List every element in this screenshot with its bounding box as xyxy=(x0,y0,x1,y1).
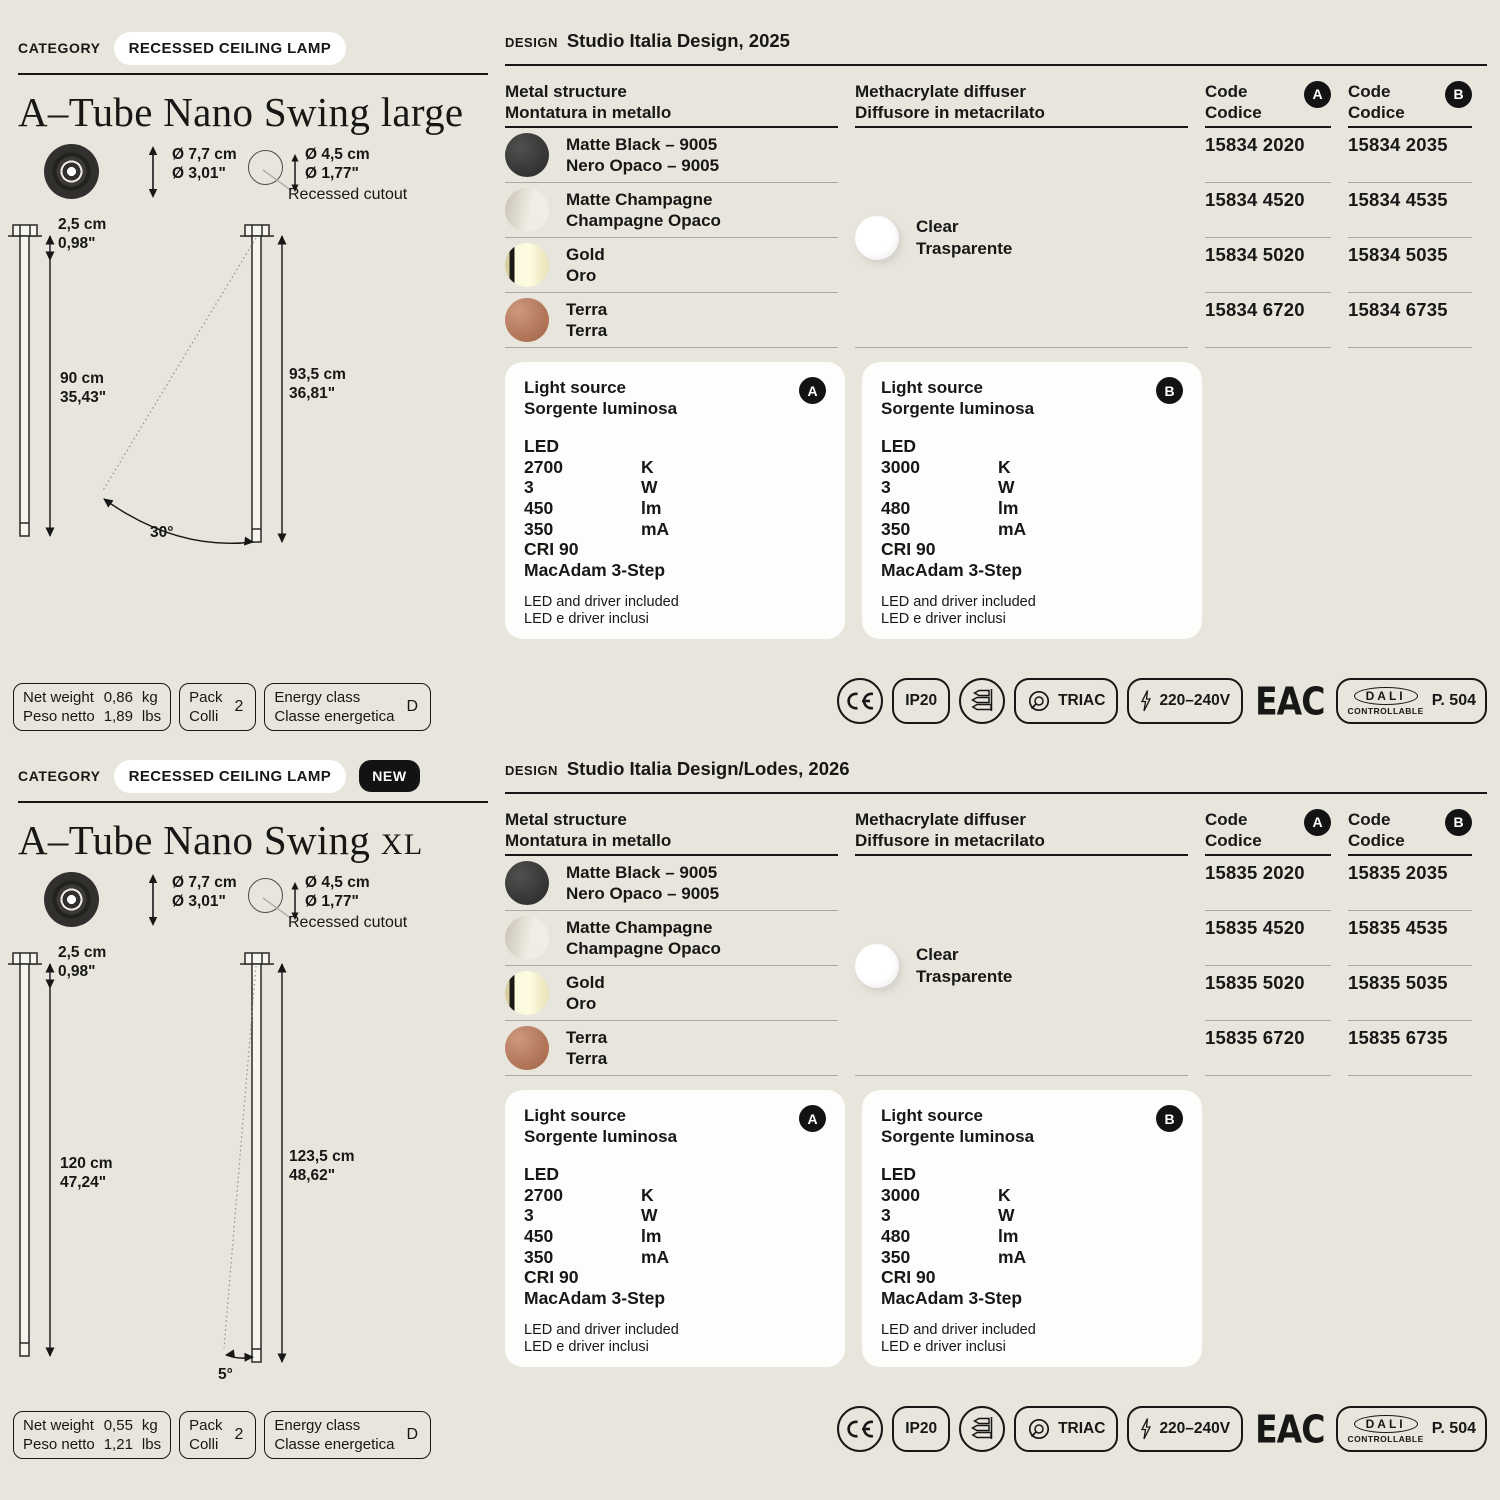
product-title xyxy=(18,816,488,864)
led-spec-row: 2700 K xyxy=(524,456,654,477)
design-label: DESIGN xyxy=(505,35,558,50)
light-source-box-b xyxy=(862,362,1202,639)
light-source-header xyxy=(524,1105,826,1147)
finishes-header: Metal structure Montatura in metallo xyxy=(505,66,838,128)
recessed-cutout-label: Recessed cutout xyxy=(288,914,408,931)
code-value: 15835 2035 xyxy=(1348,856,1472,911)
net-weight-labels: Net weight Peso netto xyxy=(23,689,95,726)
product-data-column xyxy=(505,758,1487,1452)
height-b-label: 123,5 cm 48,62" xyxy=(289,1148,355,1184)
light-source-notes: LED and driver included LED e driver inclusi xyxy=(524,593,679,628)
net-weight-units: kg lbs xyxy=(141,689,162,726)
energy-class-labels: Energy class Classe energetica xyxy=(274,689,395,726)
pack-labels: Pack Colli xyxy=(189,1417,223,1454)
code-value: 15834 2020 xyxy=(1205,128,1331,183)
canopy-height-label: 2,5 cm 0,98" xyxy=(58,216,107,252)
voltage-badge: 220–240V xyxy=(1127,1406,1243,1452)
code-value: 15835 2020 xyxy=(1205,856,1331,911)
finish-swatch-terra xyxy=(505,1026,549,1070)
vertical-arrow-icon xyxy=(146,874,160,926)
voltage-badge: 220–240V xyxy=(1127,678,1243,724)
code-badge-b: B xyxy=(1445,809,1472,836)
finish-row xyxy=(505,911,838,966)
spec-boxes-row xyxy=(13,683,431,731)
dali-wordmark: DALI xyxy=(1354,1415,1418,1433)
dali-logo xyxy=(1347,1415,1423,1444)
product-section xyxy=(0,728,1500,1500)
diffuser-header: Methacrylate diffuser Diffusore in metacrilato xyxy=(855,794,1188,856)
code-column-b xyxy=(1348,794,1472,1076)
code-value: 15835 5020 xyxy=(1205,966,1331,1021)
dimmer-dial-icon xyxy=(1027,689,1051,713)
energy-class-box xyxy=(264,1411,431,1459)
code-header-labels: Code Codice xyxy=(1205,82,1262,123)
eac-mark: EAC xyxy=(1255,1406,1325,1452)
ip-rating-badge: IP20 xyxy=(892,1406,950,1452)
triac-dimmer-badge: TRIAC xyxy=(1014,678,1118,724)
finish-swatch-gold xyxy=(505,243,549,287)
led-spec-row: 3 W xyxy=(881,1205,1015,1226)
light-source-badge-a: A xyxy=(799,377,826,404)
code-column-a xyxy=(1205,66,1331,348)
light-source-notes: LED and driver included LED e driver inclusi xyxy=(881,593,1036,628)
led-spec-row: 2700 K xyxy=(524,1184,654,1205)
code-column-b xyxy=(1348,66,1472,348)
led-spec-row: 3 W xyxy=(524,477,658,498)
light-source-title: Light source Sorgente luminosa xyxy=(881,378,1035,419)
energy-class-value: D xyxy=(406,697,419,715)
finish-name: Gold Oro xyxy=(566,972,605,1013)
height-a-label: 120 cm 47,24" xyxy=(60,1155,113,1191)
diffuser-row xyxy=(855,856,1188,1076)
code-header-a xyxy=(1205,794,1331,856)
light-source-row xyxy=(505,1090,1487,1367)
code-value: 15834 6720 xyxy=(1205,293,1331,348)
recessed-cutout-label: Recessed cutout xyxy=(288,186,408,203)
net-weight-labels: Net weight Peso netto xyxy=(23,1417,95,1454)
code-value: 15834 5020 xyxy=(1205,238,1331,293)
pack-labels: Pack Colli xyxy=(189,689,223,726)
category-label: CATEGORY xyxy=(18,768,101,784)
led-type: LED xyxy=(524,1164,559,1185)
code-header-labels: Code Codice xyxy=(1348,82,1405,123)
diffuser-swatch-clear xyxy=(855,216,899,260)
code-value: 15834 2035 xyxy=(1348,128,1472,183)
light-source-badge-b: B xyxy=(1156,1105,1183,1132)
finish-swatch-matte-champagne xyxy=(505,188,549,232)
code-header-a xyxy=(1205,66,1331,128)
code-header-labels: Code Codice xyxy=(1205,810,1262,851)
lightning-icon xyxy=(1140,1417,1152,1441)
diffuser-name: Clear Trasparente xyxy=(916,217,1013,258)
finish-swatch-matte-champagne xyxy=(505,916,549,960)
cri-value: CRI 90 xyxy=(881,539,936,560)
light-source-title: Light source Sorgente luminosa xyxy=(524,1106,678,1147)
diffuser-column xyxy=(855,794,1188,1076)
code-badge-a: A xyxy=(1304,809,1331,836)
finish-name: Gold Oro xyxy=(566,244,605,285)
lamp-top-view-icon xyxy=(44,144,99,199)
code-badge-a: A xyxy=(1304,81,1331,108)
product-overview-column xyxy=(18,758,488,864)
category-row xyxy=(18,30,488,66)
height-a-label: 90 cm 35,43" xyxy=(60,370,107,406)
product-title-suffix: XL xyxy=(380,828,424,861)
dali-wordmark: DALI xyxy=(1354,687,1418,705)
finish-row xyxy=(505,128,838,183)
design-value: Studio Italia Design, 2025 xyxy=(566,30,790,51)
code-header-b xyxy=(1348,794,1472,856)
macadam-value: MacAdam 3-Step xyxy=(881,560,1023,580)
product-title xyxy=(18,88,488,136)
category-row xyxy=(18,758,488,794)
height-b-label: 93,5 cm 36,81" xyxy=(289,366,346,402)
finish-name: Matte Champagne Champagne Opaco xyxy=(566,917,721,958)
section-divider xyxy=(18,801,488,803)
energy-class-labels: Energy class Classe energetica xyxy=(274,1417,395,1454)
led-type: LED xyxy=(524,436,559,457)
pack-box xyxy=(179,1411,256,1459)
cri-value: CRI 90 xyxy=(881,1267,936,1288)
product-section xyxy=(0,0,1500,728)
lightning-icon xyxy=(1140,689,1152,713)
ce-glyph xyxy=(845,691,875,711)
finish-row xyxy=(505,183,838,238)
light-source-notes: LED and driver included LED e driver inclusi xyxy=(524,1321,679,1356)
certifications-row xyxy=(837,1406,1487,1452)
product-overview-column xyxy=(18,30,488,136)
lamp-top-view-icon xyxy=(44,872,99,927)
light-source-header xyxy=(881,1105,1183,1147)
led-spec-row: 350 mA xyxy=(524,518,670,539)
light-source-notes: LED and driver included LED e driver inclusi xyxy=(881,1321,1036,1356)
energy-arrows-glyph xyxy=(970,688,994,714)
design-value: Studio Italia Design/Lodes, 2026 xyxy=(566,758,850,779)
eac-mark: EAC xyxy=(1255,678,1325,724)
finish-swatch-matte-black xyxy=(505,861,549,905)
light-source-header xyxy=(881,377,1183,419)
vertical-arrow-icon xyxy=(146,146,160,198)
code-value: 15835 5035 xyxy=(1348,966,1472,1021)
diffuser-column xyxy=(855,66,1188,348)
new-badge: NEW xyxy=(359,760,419,792)
diffuser-swatch-clear xyxy=(855,944,899,988)
led-spec-row: 450 lm xyxy=(524,498,662,519)
diffuser-name: Clear Trasparente xyxy=(916,945,1013,986)
finish-swatch-terra xyxy=(505,298,549,342)
net-weight-values: 0,86 1,89 xyxy=(103,689,133,726)
net-weight-box xyxy=(13,1411,171,1459)
pack-box xyxy=(179,683,256,731)
cri-value: CRI 90 xyxy=(524,539,579,560)
diffuser-header: Methacrylate diffuser Diffusore in metacrilato xyxy=(855,66,1188,128)
led-spec-row: 350 mA xyxy=(881,518,1027,539)
category-label: CATEGORY xyxy=(18,40,101,56)
product-title-suffix: large xyxy=(380,89,464,135)
diffuser-row xyxy=(855,128,1188,348)
led-spec-row: 3 W xyxy=(524,1205,658,1226)
net-weight-box xyxy=(13,683,171,731)
light-source-box-a xyxy=(505,1090,845,1367)
code-value: 15834 4520 xyxy=(1205,183,1331,238)
product-data-column xyxy=(505,30,1487,724)
dali-page-ref: P. 504 xyxy=(1431,692,1476,709)
variants-grid xyxy=(505,66,1487,348)
energy-class-value: D xyxy=(406,1425,419,1443)
light-source-box-a xyxy=(505,362,845,639)
section-divider xyxy=(18,73,488,75)
certifications-row xyxy=(837,678,1487,724)
code-value: 15834 5035 xyxy=(1348,238,1472,293)
energy-label-icon xyxy=(959,1406,1005,1452)
code-header-labels: Code Codice xyxy=(1348,810,1405,851)
light-source-header xyxy=(524,377,826,419)
finish-row xyxy=(505,238,838,293)
cutout-diameter-label: Ø 4,5 cm Ø 1,77" xyxy=(305,874,370,910)
finish-row xyxy=(505,293,838,348)
dali-badge xyxy=(1336,1406,1487,1452)
code-value: 15835 6735 xyxy=(1348,1021,1472,1076)
finish-name: Terra Terra xyxy=(566,299,608,340)
cutout-diameter-label: Ø 4,5 cm Ø 1,77" xyxy=(305,146,370,182)
canopy-height-label: 2,5 cm 0,98" xyxy=(58,944,107,980)
macadam-value: MacAdam 3-Step xyxy=(881,1288,1023,1308)
design-label: DESIGN xyxy=(505,763,558,778)
light-source-title: Light source Sorgente luminosa xyxy=(524,378,678,419)
spec-boxes-row xyxy=(13,1411,431,1459)
code-badge-b: B xyxy=(1445,81,1472,108)
light-source-box-b xyxy=(862,1090,1202,1367)
finish-row xyxy=(505,1021,838,1076)
design-row xyxy=(505,758,1487,794)
dimension-diagram xyxy=(0,140,490,740)
energy-label-icon xyxy=(959,678,1005,724)
net-weight-units: kg lbs xyxy=(141,1417,162,1454)
led-spec-row: 3000 K xyxy=(881,1184,1011,1205)
dali-controllable-label: CONTROLLABLE xyxy=(1347,1433,1424,1444)
swing-angle-label: 30° xyxy=(150,524,174,541)
dimension-diagram xyxy=(0,868,490,1468)
code-value: 15834 6735 xyxy=(1348,293,1472,348)
dali-badge xyxy=(1336,678,1487,724)
finish-swatch-gold xyxy=(505,971,549,1015)
light-source-title: Light source Sorgente luminosa xyxy=(881,1106,1035,1147)
swing-angle-label: 5° xyxy=(218,1366,233,1383)
led-spec-row: 350 mA xyxy=(524,1246,670,1267)
code-header-b xyxy=(1348,66,1472,128)
led-spec-row: 480 lm xyxy=(881,498,1019,519)
finishes-column xyxy=(505,794,838,1076)
pack-value: 2 xyxy=(234,697,244,715)
product-title-text: A–Tube Nano Swing xyxy=(18,89,371,135)
light-source-badge-a: A xyxy=(799,1105,826,1132)
code-value: 15835 6720 xyxy=(1205,1021,1331,1076)
finish-row xyxy=(505,966,838,1021)
ce-glyph xyxy=(845,1419,875,1439)
category-badge: RECESSED CEILING LAMP xyxy=(114,760,347,793)
fixture-diameter-label: Ø 7,7 cm Ø 3,01" xyxy=(172,874,237,910)
finish-name: Matte Black – 9005 Nero Opaco – 9005 xyxy=(566,134,720,175)
pack-value: 2 xyxy=(234,1425,244,1443)
light-source-badge-b: B xyxy=(1156,377,1183,404)
code-column-a xyxy=(1205,794,1331,1076)
net-weight-values: 0,55 1,21 xyxy=(103,1417,133,1454)
led-spec-row: 450 lm xyxy=(524,1226,662,1247)
ce-icon xyxy=(837,1406,883,1452)
ip-rating-badge: IP20 xyxy=(892,678,950,724)
led-type: LED xyxy=(881,436,916,457)
led-spec-row: 480 lm xyxy=(881,1226,1019,1247)
macadam-value: MacAdam 3-Step xyxy=(524,560,666,580)
finish-row xyxy=(505,856,838,911)
led-spec-row: 350 mA xyxy=(881,1246,1027,1267)
product-title-text: A–Tube Nano Swing xyxy=(18,817,371,863)
finish-swatch-matte-black xyxy=(505,133,549,177)
dali-page-ref: P. 504 xyxy=(1431,1420,1476,1437)
finish-name: Matte Black – 9005 Nero Opaco – 9005 xyxy=(566,862,720,903)
led-spec-row: 3 W xyxy=(881,477,1015,498)
ce-icon xyxy=(837,678,883,724)
design-row xyxy=(505,30,1487,66)
light-source-row xyxy=(505,362,1487,639)
cri-value: CRI 90 xyxy=(524,1267,579,1288)
led-type: LED xyxy=(881,1164,916,1185)
finishes-column xyxy=(505,66,838,348)
code-value: 15835 4520 xyxy=(1205,911,1331,966)
macadam-value: MacAdam 3-Step xyxy=(524,1288,666,1308)
triac-dimmer-badge: TRIAC xyxy=(1014,1406,1118,1452)
dimmer-dial-icon xyxy=(1027,1417,1051,1441)
finishes-header: Metal structure Montatura in metallo xyxy=(505,794,838,856)
energy-arrows-glyph xyxy=(970,1416,994,1442)
led-spec-row: 3000 K xyxy=(881,456,1011,477)
finish-name: Terra Terra xyxy=(566,1027,608,1068)
fixture-diameter-label: Ø 7,7 cm Ø 3,01" xyxy=(172,146,237,182)
dali-logo xyxy=(1347,687,1423,716)
code-value: 15835 4535 xyxy=(1348,911,1472,966)
category-badge: RECESSED CEILING LAMP xyxy=(114,32,347,65)
variants-grid xyxy=(505,794,1487,1076)
finish-name: Matte Champagne Champagne Opaco xyxy=(566,189,721,230)
energy-class-box xyxy=(264,683,431,731)
dali-controllable-label: CONTROLLABLE xyxy=(1347,705,1424,716)
code-value: 15834 4535 xyxy=(1348,183,1472,238)
